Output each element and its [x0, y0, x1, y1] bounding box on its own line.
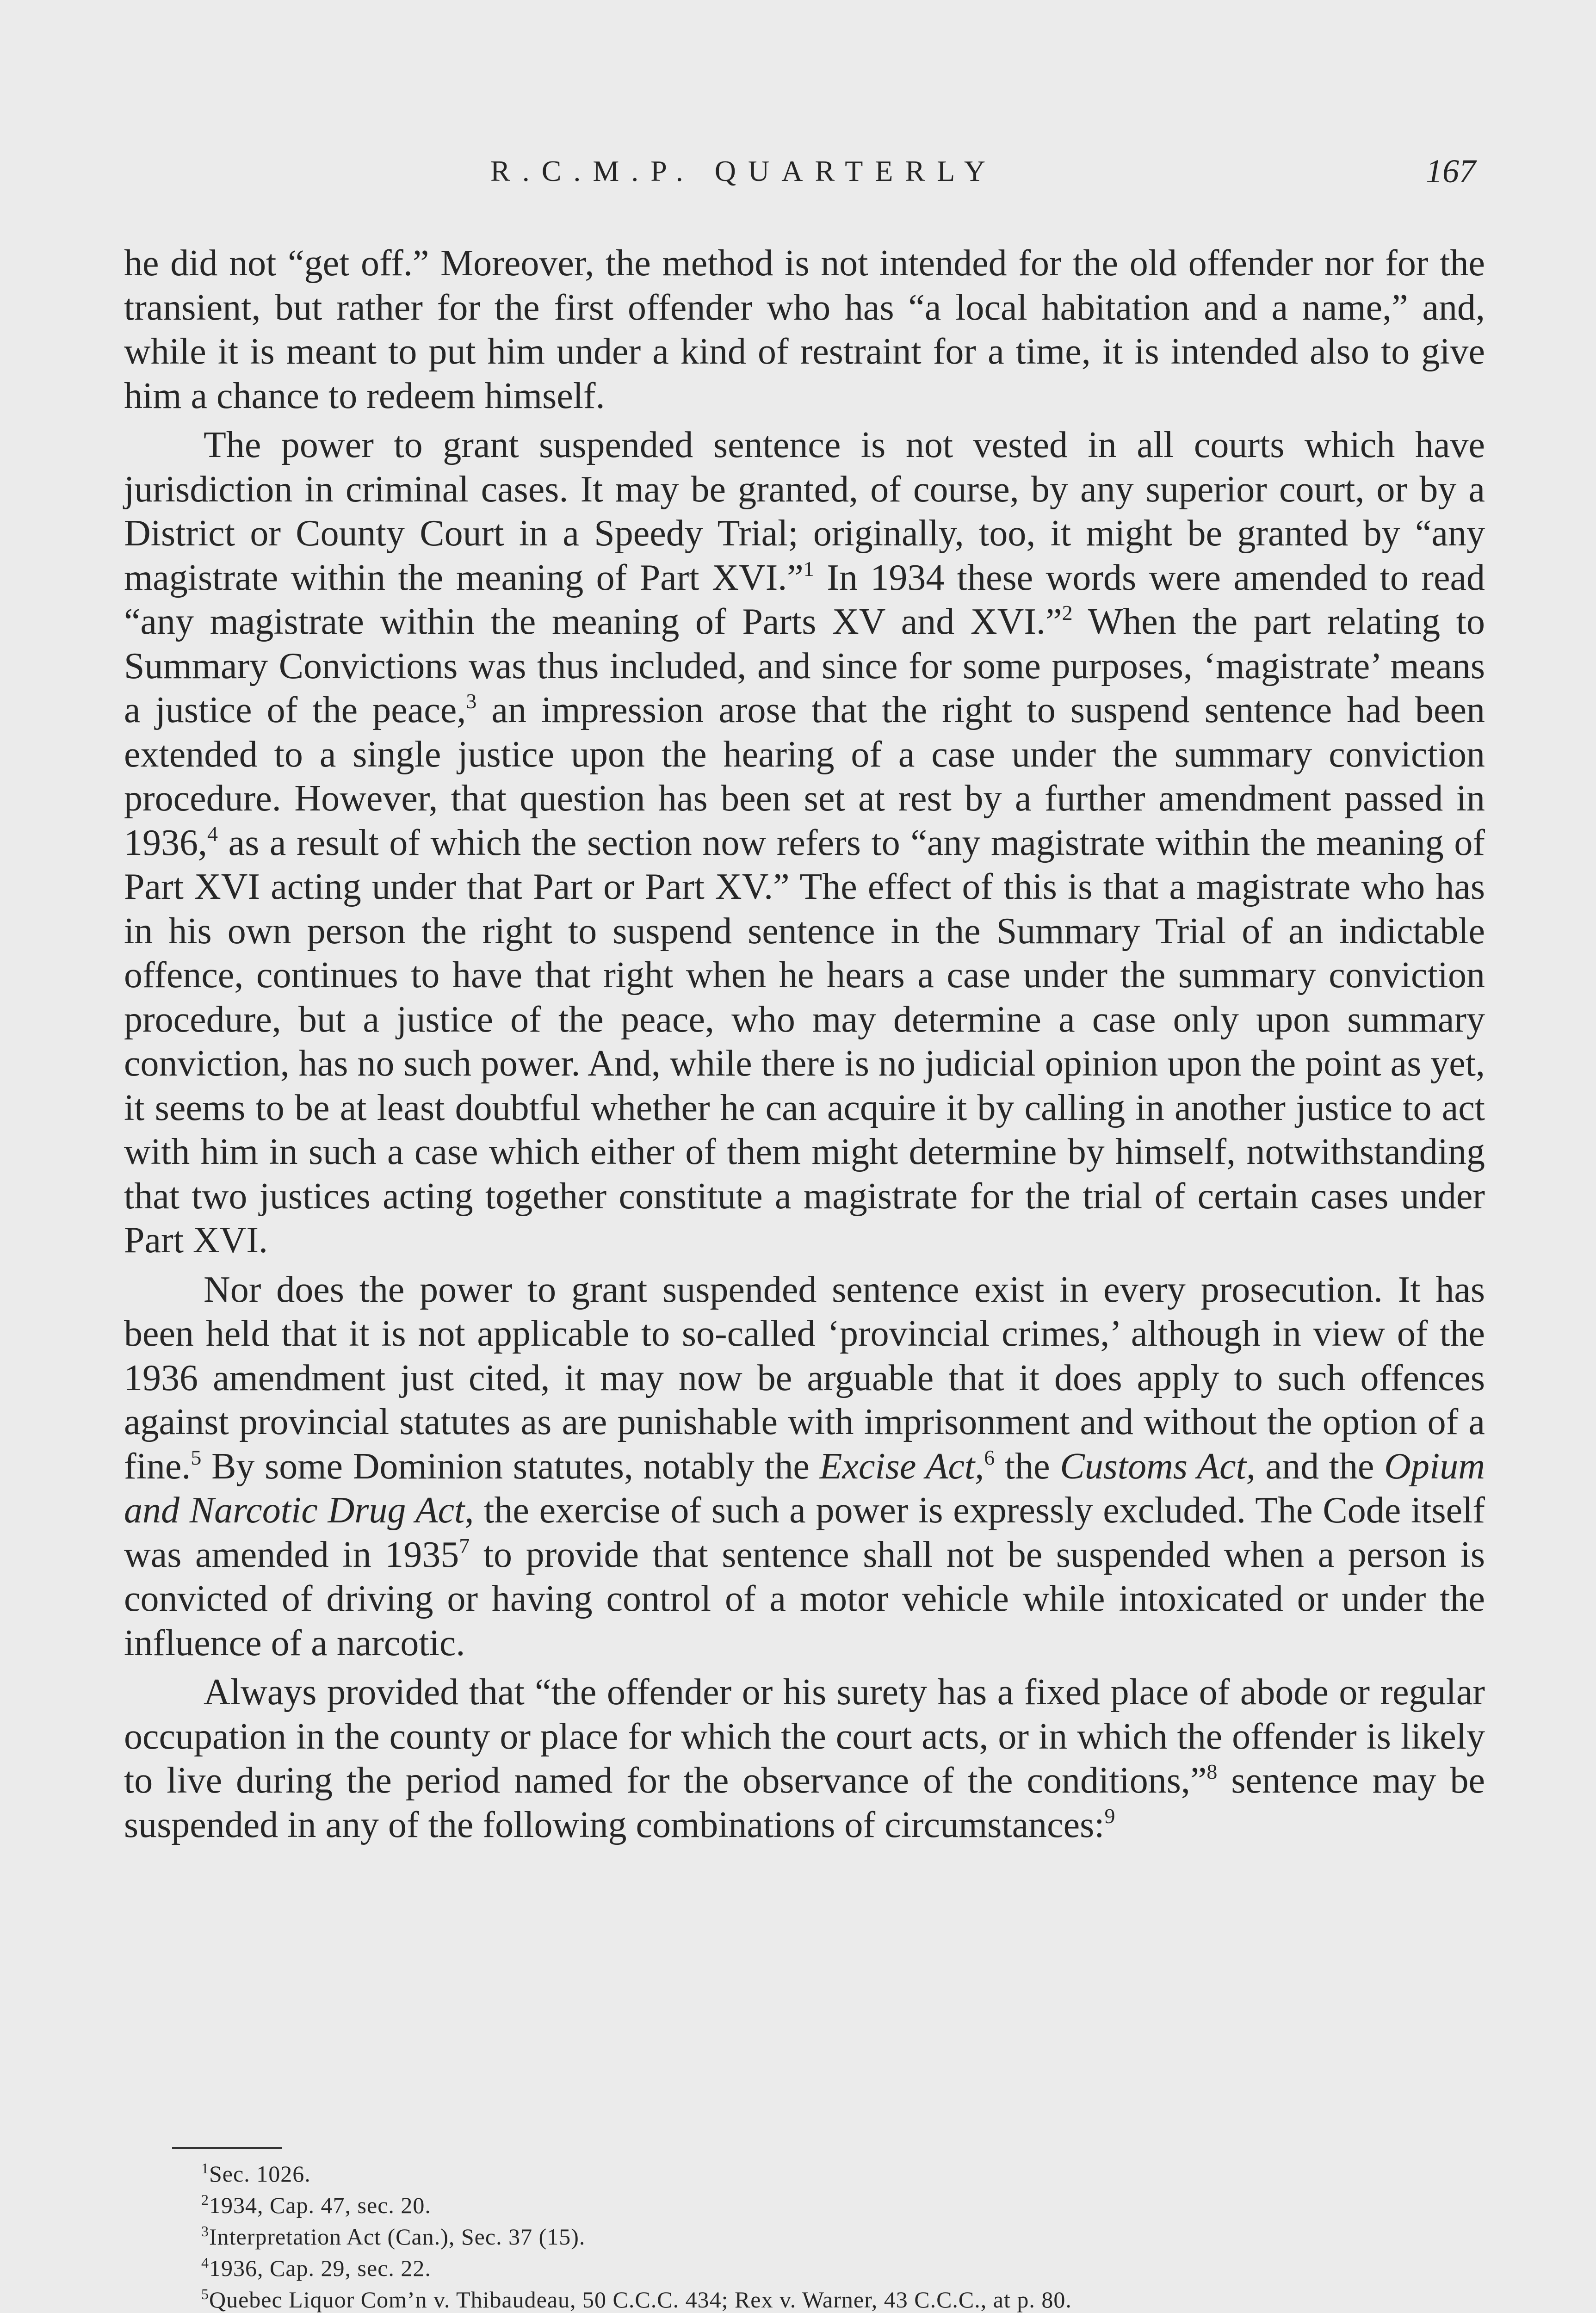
footnote-number: 2: [201, 2191, 209, 2208]
paragraph-3-text-b: By some Dominion statutes, notably the: [201, 1446, 820, 1487]
paragraph-1: [124, 241, 1485, 418]
footnote-text: Quebec Liquor Com’n v. Thibaudeau, 50 C.C.C. 434; Rex v. Warner, 43 C.C.C., at p. 80.: [209, 2287, 1072, 2313]
paragraph-2-text-d: an impression arose that the right to suspend sentence had been extended to a single justice upon the hearing of a case under the summary conviction procedure. However, that question has been set at rest by a further amendment passed in 1936,: [124, 690, 1485, 863]
paragraph-4-text-b: sentence may be suspended in any of the following combinations of circumstances:: [124, 1760, 1485, 1845]
paragraph-3-text-d: and the: [1255, 1446, 1385, 1487]
footnote-ref-2: 2: [1062, 601, 1073, 625]
paragraph-2-text-b: In 1934 these words were amended to read “any magistrate within the meaning of Parts XV and XVI.”: [124, 557, 1485, 642]
page-number: 167: [1426, 153, 1476, 190]
running-head: [0, 143, 1596, 199]
paragraph-4-text-a: Always provided that “the offender or his surety has a fixed place of abode or regular occupation in the county or place for which the court acts, or in which the offender is likely to live during the period named for the observance of the conditions,”: [124, 1672, 1485, 1801]
footnote-ref-8: 8: [1206, 1760, 1218, 1783]
footnote-ref-6: 6: [984, 1445, 995, 1469]
article-body: [124, 241, 1485, 1847]
footnote-text: Interpretation Act (Can.), Sec. 37 (15).: [209, 2224, 586, 2250]
statute-opium-narcotic-act: Opium and Narcotic Drug Act,: [124, 1446, 1485, 1531]
footnote-ref-3: 3: [466, 689, 477, 713]
statute-customs-act: Customs Act,: [1060, 1446, 1256, 1487]
footnote-number: 3: [201, 2223, 209, 2239]
footnote-2: [201, 2189, 1487, 2221]
statute-excise-act: Excise Act,: [819, 1446, 984, 1487]
paragraph-2-text-e: as a result of which the section now refers to “any magistrate within the meaning of Part XVI acting under that Part or Part XV.” The effect of this is that a magistrate who has in his own person the right to suspend sentence in the Summary Trial of an indictable offence, continues to have that right when he hears a case under the summary conviction procedure, but a justice of the peace, who may determine a case only upon summary conviction, has no such power. And, while there is no judicial opinion upon the point as yet, it seems to be at least doubtful whether he can acquire it by calling in another justice to act with him in such a case which either of them might determine by himself, notwithstanding that two justices acting together constitute a magistrate for the trial of certain cases under Part XVI.: [124, 822, 1485, 1261]
paragraph-2-text-a: The power to grant suspended sentence is not vested in all courts which have jurisdiction in criminal cases. It may be granted, of course, by any superior court, or by a District or County Court in a Speedy Trial; originally, too, it might be granted by “any magistrate within the meaning of Part XVI.”: [124, 425, 1485, 598]
footnote-4: [201, 2252, 1487, 2284]
footnote-ref-7: 7: [459, 1534, 470, 1558]
footnote-number: 5: [201, 2286, 209, 2302]
footnote-text: 1936, Cap. 29, sec. 22.: [209, 2255, 431, 2281]
footnote-ref-1: 1: [803, 557, 814, 581]
footnote-1: [201, 2158, 1487, 2189]
paragraph-3-text-a: Nor does the power to grant suspended sentence exist in every prosecution. It has been held that it is not applicable to so-called ‘provincial crimes,’ although in view of the 1936 amendment just cited, it may now be arguable that it does apply to such offences against provincial statutes as are punishable with imprisonment and without the option of a fine.: [124, 1269, 1485, 1487]
footnote-ref-5: 5: [191, 1445, 202, 1469]
paragraph-2: [124, 423, 1485, 1263]
footnote-text: Sec. 1026.: [209, 2161, 311, 2187]
footnote-number: 1: [201, 2160, 209, 2177]
footnote-5: [201, 2284, 1487, 2313]
footnote-divider: [172, 2147, 282, 2149]
journal-title: R.C.M.P. QUARTERLY: [490, 155, 998, 187]
paragraph-3-text-e: the exercise of such a power is expressly excluded. The Code itself was amended in 1935: [124, 1490, 1485, 1575]
footnote-ref-9: 9: [1104, 1804, 1115, 1828]
paragraph-3-text-f: to provide that sentence shall not be suspended when a person is convicted of driving or having control of a motor vehicle while intoxicated or under the influence of a narcotic.: [124, 1534, 1485, 1664]
paragraph-2-text-c: When the part relating to Summary Convictions was thus included, and since for some purposes, ‘magistrate’ means a justice of the peace,: [124, 601, 1485, 730]
footnote-ref-4: 4: [207, 822, 218, 846]
paragraph-1-text: he did not “get off.” Moreover, the method is not intended for the old offender nor for the transient, but rather for the first offender who has “a local habitation and a name,” and, while it is meant to put him under a kind of restraint for a time, it is intended also to give him a chance to redeem himself.: [124, 243, 1485, 416]
footnote-text: 1934, Cap. 47, sec. 20.: [209, 2192, 431, 2218]
footnote-number: 4: [201, 2254, 209, 2271]
paragraph-4: [124, 1670, 1485, 1847]
footnotes: [201, 2158, 1487, 2313]
paragraph-3-text-c: the: [995, 1446, 1060, 1487]
paragraph-3: [124, 1268, 1485, 1666]
footnote-3: [201, 2221, 1487, 2252]
